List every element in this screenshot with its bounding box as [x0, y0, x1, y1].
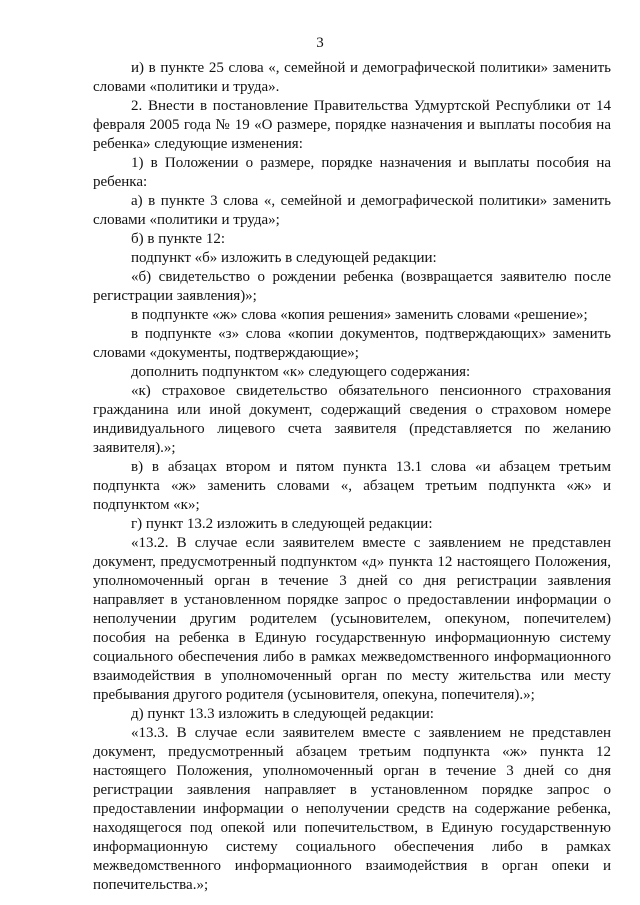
paragraph-subpoint-b-edit: подпункт «б» изложить в следующей редакции:: [131, 250, 437, 266]
paragraph-add-subpoint-k: дополнить подпунктом «к» следующего содержания:: [131, 364, 471, 380]
paragraph-sub-d-point-13-3: д) пункт 13.3 изложить в следующей редакции:: [131, 706, 434, 722]
page-number: 3: [316, 35, 324, 51]
paragraph-item-2-resolution: 2. Внести в постановление Правительства Удмуртской Республики от 14 февраля 2005 года № 19 «О размере, порядке назначения и выплаты пособия на ребенка» следующие изменения:: [93, 98, 611, 152]
paragraph-sub-a-point-3: а) в пункте 3 слова «, семейной и демографической политики» заменить словами «политики и труда»;: [93, 193, 611, 228]
paragraph-sub-1-regulation: 1) в Положении о размере, порядке назначения и выплаты пособия на ребенка:: [93, 155, 611, 190]
paragraph-subpoint-b-text: «б) свидетельство о рождении ребенка (возвращается заявителю после регистрации заявления)»;: [93, 269, 611, 304]
paragraph-subpoint-k-text: «к) страховое свидетельство обязательного пенсионного страхования гражданина или иной документ, содержащий сведения о страховом номере индивидуального лицевого счета заявителя (представляется по желанию заявителя).»;: [93, 383, 611, 456]
paragraph-subpoint-zh: в подпункте «ж» слова «копия решения» заменить словами «решение»;: [131, 307, 588, 323]
paragraph-point-13-3-text: «13.3. В случае если заявителем вместе с заявлением не представлен документ, предусмотренный абзацем третьим подпункта «ж» пункта 12 настоящего Положения, уполномоченный орган в течение 3 дней со дня регистрации заявления направляет в установленном порядке запрос о предоставлении информации о неполучении средств на содержание ребенка, находящегося под опекой или попечительством, в Единую государственную информационную систему социального обеспечения либо в рамках межведомственного информационного взаимодействия в орган опеки и попечительства.»;: [93, 725, 611, 893]
paragraph-sub-b-point-12: б) в пункте 12:: [131, 231, 225, 247]
document-body: [93, 59, 611, 895]
paragraph-point-13-2-text: «13.2. В случае если заявителем вместе с заявлением не представлен документ, предусмотренный подпунктом «д» пункта 12 настоящего Положения, уполномоченный орган в течение 3 дней со дня регистрации заявления направляет в установленном порядке запрос о предоставлении информации о неполучении другим родителем (усыновителем, опекуном, попечителем) пособия на ребенка в Единую государственную информационную систему социального обеспечения либо в рамках межведомственного информационного взаимодействия в уполномоченный орган по месту жительства или месту пребывания другого родителя (усыновителя, опекуна, попечителя).»;: [93, 535, 611, 703]
paragraph-sub-g-point-13-2: г) пункт 13.2 изложить в следующей редакции:: [131, 516, 433, 532]
paragraph-item-i-point-25: и) в пункте 25 слова «, семейной и демографической политики» заменить словами «политики и труда».: [93, 60, 611, 95]
paragraph-subpoint-z: в подпункте «з» слова «копии документов, подтверждающих» заменить словами «документы, подтверждающие»;: [93, 326, 611, 361]
paragraph-sub-v-point-13-1: в) в абзацах втором и пятом пункта 13.1 слова «и абзацем третьим подпункта «ж» заменить словами «, абзацем третьим подпункта «ж» и подпунктом «к»;: [93, 459, 611, 513]
